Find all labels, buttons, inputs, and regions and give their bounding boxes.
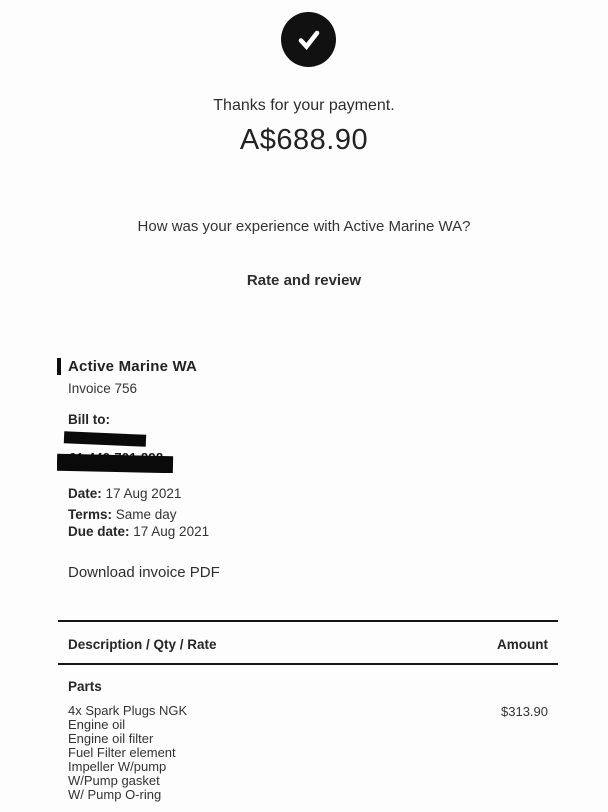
- table-header-row: [68, 637, 548, 652]
- redaction-bar: [57, 454, 173, 473]
- invoice-due-date-row: [68, 524, 209, 539]
- table-header-description: Description / Qty / Rate: [68, 637, 217, 652]
- invoice-terms-row: [68, 507, 177, 522]
- experience-question: How was your experience with Active Marine WA?: [137, 218, 471, 235]
- download-invoice-pdf-link[interactable]: Download invoice PDF: [68, 564, 220, 581]
- table-section-parts: Parts: [68, 679, 102, 694]
- redacted-customer-phone: [57, 449, 182, 473]
- invoice-due-date-value: 17 Aug 2021: [129, 524, 210, 539]
- redacted-customer-name: [64, 431, 146, 447]
- checkmark-icon: [294, 25, 324, 55]
- invoice-terms-value: Same day: [112, 507, 177, 522]
- bill-to-label: Bill to:: [68, 412, 110, 427]
- rate-and-review-link[interactable]: Rate and review: [246, 272, 362, 289]
- item-description-line: Impeller W/pump: [68, 759, 167, 774]
- invoice-date-value: 17 Aug 2021: [101, 486, 182, 501]
- table-row: [68, 704, 548, 802]
- item-description-line: Engine oil: [68, 717, 126, 732]
- item-description-line: Fuel Filter element: [68, 745, 176, 760]
- company-accent-bar: [57, 358, 61, 375]
- payment-amount: A$688.90: [239, 124, 369, 156]
- table-top-rule: [58, 620, 558, 622]
- company-name: Active Marine WA: [68, 358, 198, 375]
- table-header-amount: Amount: [497, 637, 548, 652]
- invoice-date-label: Date:: [68, 486, 102, 501]
- item-description-line: Engine oil filter: [68, 731, 154, 746]
- invoice-due-date-label: Due date:: [68, 524, 130, 539]
- invoice-date-row: [68, 486, 181, 501]
- invoice-number: Invoice 756: [68, 381, 138, 396]
- thanks-message: Thanks for your payment.: [213, 97, 395, 114]
- invoice-terms-label: Terms:: [68, 507, 113, 522]
- payment-success-badge: [281, 12, 336, 67]
- item-description-line: 4x Spark Plugs NGK: [68, 703, 188, 718]
- item-amount: $313.90: [501, 704, 548, 719]
- item-description-line: W/Pump gasket: [68, 773, 160, 788]
- company-header: [57, 358, 197, 375]
- item-description-line: W/ Pump O-ring: [68, 787, 162, 802]
- table-header-rule: [58, 663, 558, 665]
- item-description: [68, 704, 187, 802]
